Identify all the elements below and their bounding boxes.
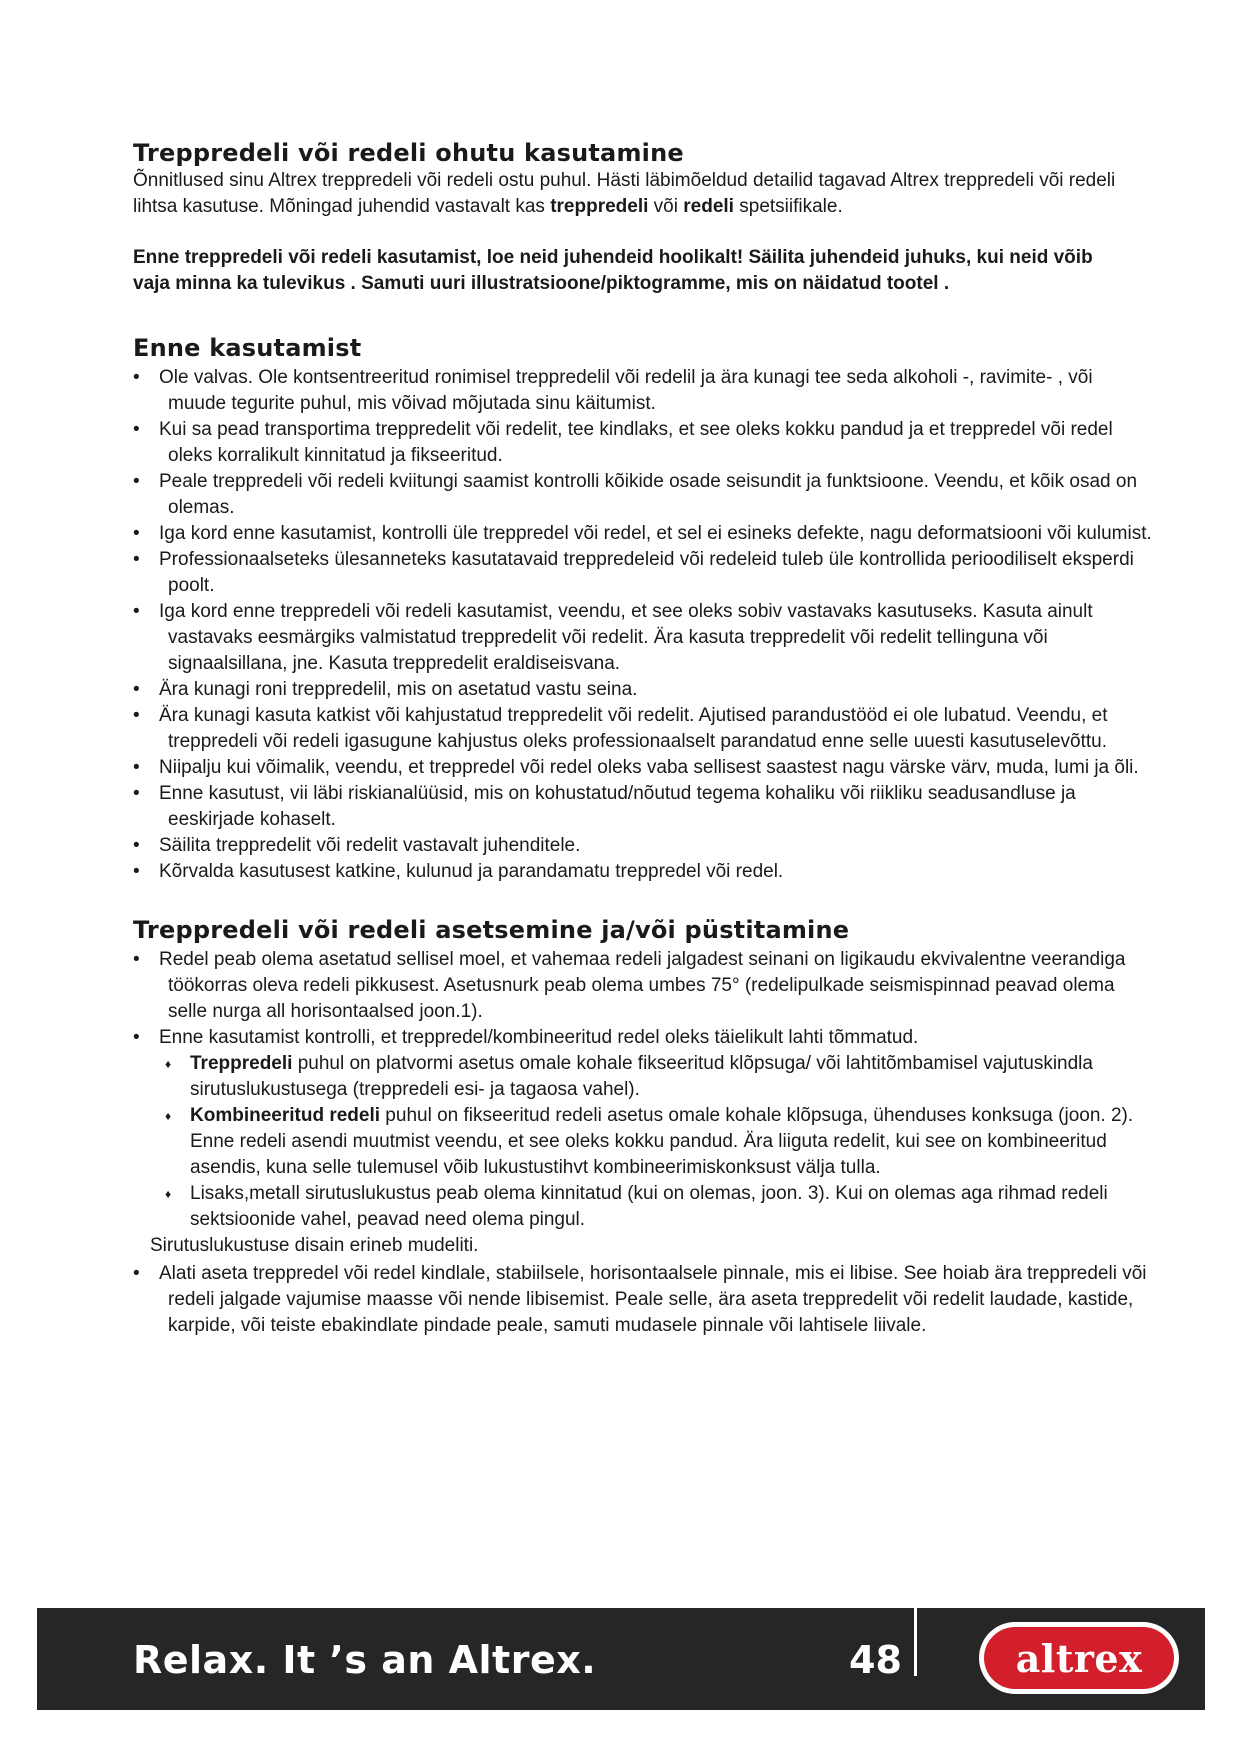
list-item: • Ära kunagi roni treppredelil, mis on asetatud vastu seina. — [133, 677, 1153, 703]
sub-list-item: ♦ Lisaks,metall sirutuslukustus peab olema kinnitatud (kui on olemas, joon. 3). Kui on olemas aga rihmad redeli sektsioonide vahel, peavad need olema pingul. — [163, 1181, 1153, 1233]
list-item: • Redel peab olema asetatud sellisel moel, et vahemaa redeli jalgadest seinani on ligikaudu ekvivalentne veerandiga töökorras oleva redeli pikkusest. Asetusnurk peab olema umbes 75° (redelipulkade seismispinnad peavad olema selle nurga all horisontaalsed joon.1). — [133, 947, 1153, 1025]
list-item: • Enne kasutamist kontrolli, et treppredel/kombineeritud redel oleks täielikult lahti tõmmatud. — [133, 1025, 1153, 1051]
sub-list-item: ♦ Kombineeritud redeli puhul on fikseeritud redeli asetus omale kohale klõpsuga, ühenduses konksuga (joon. 2). Enne redeli asendi muutmist veendu, et see oleks kokku pandud. Ära liiguta redelit, kui see on kombineeritud asendis, kuna selle tulemusel võib lukustustihvt kombineerimiskonksust välja tulla. — [163, 1103, 1153, 1181]
list-item: • Ära kunagi kasuta katkist või kahjustatud treppredelit või redelit. Ajutised parandustööd ei ole lubatud. Veendu, et treppredeli või redeli igasugune kahjustus oleks professionaalselt parandatud enne selle uuesti kasutuselevõttu. — [133, 703, 1153, 755]
footer-bar — [37, 1608, 1205, 1710]
placement-sublist — [133, 1051, 1153, 1233]
placement-list — [133, 947, 1153, 1051]
section-title-before-use: Enne kasutamist — [133, 334, 362, 362]
list-item: • Enne kasutust, vii läbi riskianalüüsid, mis on kohustatud/nõutud tegema kohaliku või riikliku seadusandluse ja eeskirjade kohaselt. — [133, 781, 1153, 833]
list-item: • Ole valvas. Ole kontsentreeritud ronimisel treppredelil või redelil ja ära kunagi tee seda alkoholi -, ravimite- , või muude tegurite puhul, mis võivad mõjutada sinu käitumist. — [133, 365, 1153, 417]
list-item: • Iga kord enne kasutamist, kontrolli üle treppredel või redel, et sel ei esineks defekte, nagu deformatsiooni või kulumist. — [133, 521, 1153, 547]
altrex-logo — [979, 1622, 1179, 1694]
page-number: 48 — [849, 1638, 902, 1682]
list-item: • Niipalju kui võimalik, veendu, et treppredel või redel oleks vaba sellisest saastest nagu värske värv, muda, lumi ja õli. — [133, 755, 1153, 781]
page-content — [133, 138, 1153, 1339]
list-item: • Säilita treppredelit või redelit vastavalt juhenditele. — [133, 833, 1153, 859]
warning-paragraph: Enne treppredeli või redeli kasutamist, loe neid juhendeid hoolikalt! Säilita juhendeid juhuks, kui neid võib vaja minna ka tulevikus . Samuti uuri illustratsioone/piktogramme, mis on näidatud tootel . — [133, 247, 1093, 294]
list-item: • Kõrvalda kasutusest katkine, kulunud ja parandamatu treppredel või redel. — [133, 859, 1153, 885]
list-item: • Professionaalseteks ülesanneteks kasutatavaid treppredeleid või redeleid tuleb üle kontrollida perioodiliselt eksperdi poolt. — [133, 547, 1153, 599]
footer-divider — [914, 1608, 917, 1676]
design-note: Sirutuslukustuse disain erineb mudeliti. — [150, 1235, 479, 1256]
before-use-list — [133, 365, 1153, 885]
sub-list-item: ♦ Treppredeli puhul on platvormi asetus omale kohale fikseeritud klõpsuga/ või lahtitõmbamisel vajutuskindla sirutuslukustusega (treppredeli esi- ja tagaosa vahel). — [163, 1051, 1153, 1103]
list-item: • Iga kord enne treppredeli või redeli kasutamist, veendu, et see oleks sobiv vastavaks kasutuseks. Kasuta ainult vastavaks eesmärgiks valmistatud treppredelit või redelit. Ära kasuta treppredelit või redelit tellinguna või signaalsillana, jne. Kasuta treppredelit eraldiseisvana. — [133, 599, 1153, 677]
altrex-logo-text: altrex — [984, 1627, 1174, 1689]
placement-list-cont — [133, 1261, 1153, 1339]
list-item: • Kui sa pead transportima treppredelit või redelit, tee kindlaks, et see oleks kokku pandud ja et treppredel või redel oleks korralikult kinnitatud ja fikseeritud. — [133, 417, 1153, 469]
footer-slogan: Relax. It ’s an Altrex. — [133, 1638, 597, 1682]
intro-paragraph: Õnnitlused sinu Altrex treppredeli või redeli ostu puhul. Hästi läbimõeldud detailid tagavad Altrex treppredeli või redeli lihtsa kasutuse. Mõningad juhendid vastavalt kas treppredeli või redeli spetsiifikale. — [133, 170, 1116, 217]
list-item: • Peale treppredeli või redeli kviitungi saamist kontrolli kõikide osade seisundit ja funktsioone. Veendu, et kõik osad on olemas. — [133, 469, 1153, 521]
section-title-placement: Treppredeli või redeli asetsemine ja/või püstitamine — [133, 916, 850, 944]
list-item: • Alati aseta treppredel või redel kindlale, stabiilsele, horisontaalsele pinnale, mis ei libise. See hoiab ära treppredeli või redeli jalgade vajumise maasse või nende libisemist. Peale selle, ära aseta treppredelit või redelit laudade, kastide, karpide, või teiste ebakindlate pindade peale, samuti mudasele pinnale või lahtisele liivale. — [133, 1261, 1153, 1339]
section-title-safe-use: Treppredeli või redeli ohutu kasutamine — [133, 139, 684, 167]
